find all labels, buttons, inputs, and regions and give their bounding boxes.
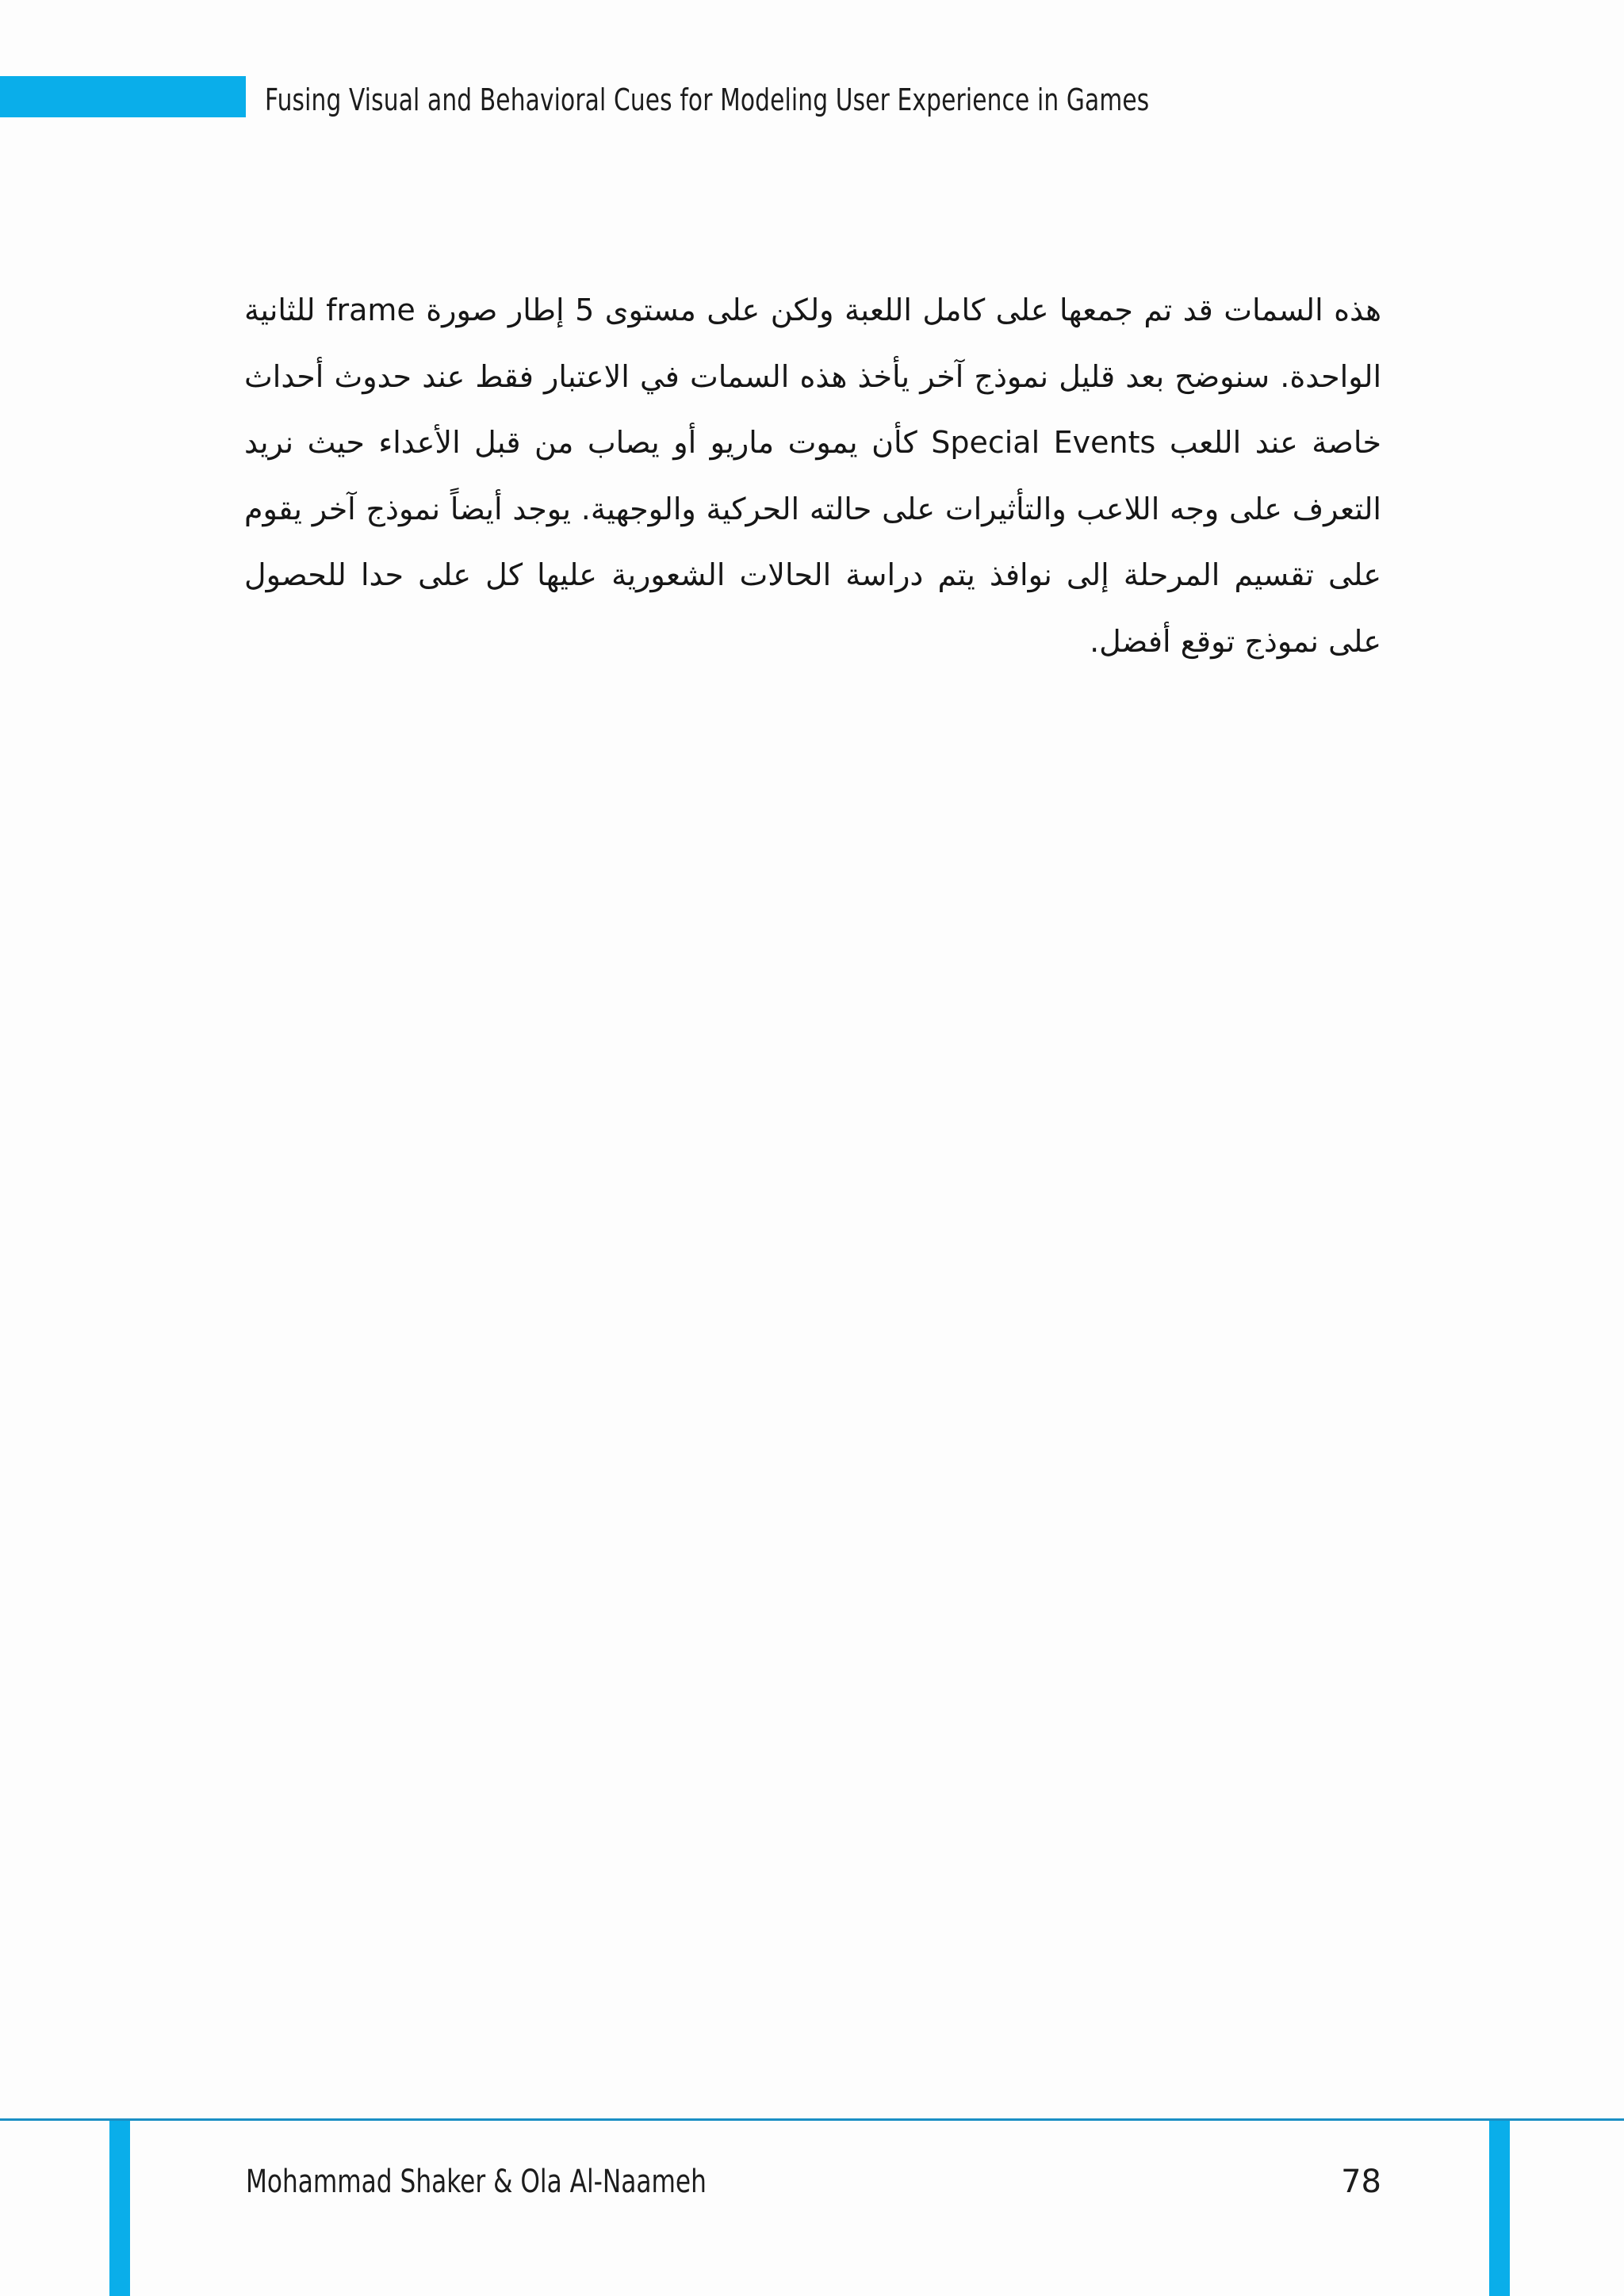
running-header-title: Fusing Visual and Behavioral Cues for Modeling User Experience in Games (265, 82, 1150, 117)
header-accent-bar (0, 76, 246, 117)
page-number: 78 (1341, 2164, 1381, 2200)
body-paragraph: هذه السمات قد تم جمعها على كامل اللعبة ولكن على مستوى 5 إطار صورة frame للثانية الواحدة. سنوضح بعد قليل نموذج آخر يأخذ هذه السمات في الاعتبار فقط عند حدوث أحداث خاصة عند اللعب Special Events كأن يموت ماريو أو يصاب من قبل الأعداء حيث نريد التعرف على وجه اللاعب والتأثيرات على حالته الحركية والوجهية. يوجد أيضاً نموذج آخر يقوم على تقسيم المرحلة إلى نوافذ يتم دراسة الحالات الشعورية عليها كل على حدا للحصول على نموذج توقع أفضل. (244, 293, 1382, 659)
footer-authors: Mohammad Shaker & Ola Al-Naameh (246, 2164, 707, 2200)
footer-accent-bar-left (109, 2121, 130, 2296)
footer-divider (0, 2118, 1624, 2121)
footer-accent-bar-right (1489, 2121, 1510, 2296)
